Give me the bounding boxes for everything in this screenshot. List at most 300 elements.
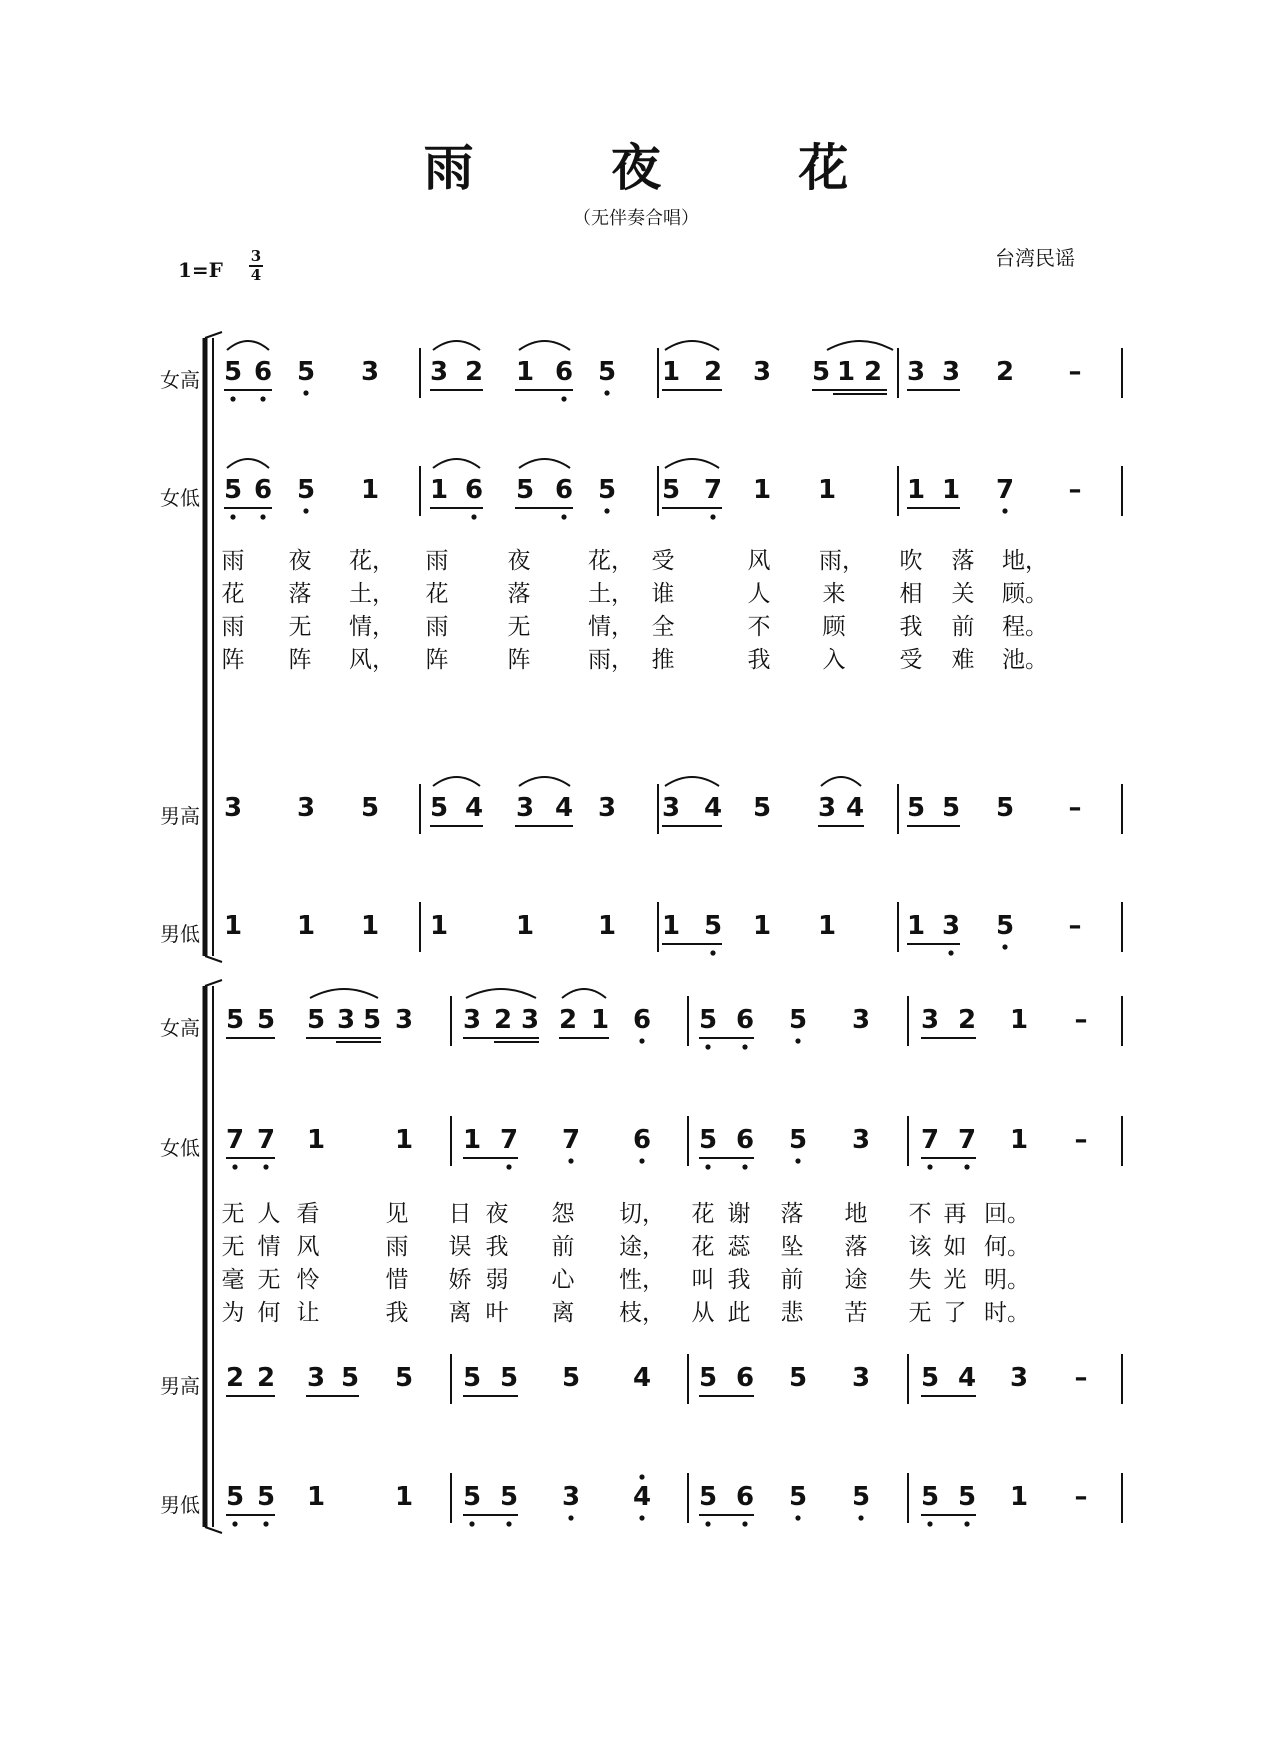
note-tenor: 3: [1009, 1363, 1029, 1393]
lyric-syllable: 顾: [822, 614, 846, 640]
lyric-syllable: 何: [257, 1300, 281, 1326]
note-alto: 5: [698, 1125, 718, 1155]
note-soprano: 1: [836, 357, 856, 387]
lyric-syllable: 日: [448, 1201, 472, 1227]
lyric-syllable: 夜: [288, 548, 312, 574]
note-soprano: 6: [253, 357, 273, 387]
lyric-syllable: 途: [844, 1267, 868, 1293]
note-alto: 1: [752, 475, 772, 505]
lyric-syllable: 我: [899, 614, 923, 640]
octave-dot-low: [742, 1164, 747, 1169]
note-bass: 1: [661, 911, 681, 941]
lyric-syllable: 落: [507, 581, 531, 607]
lyric-syllable: 此: [727, 1300, 751, 1326]
octave-dot-low: [705, 1521, 710, 1526]
note-tenor: 5: [360, 793, 380, 823]
note-alto: 6: [554, 475, 574, 505]
note-soprano: 6: [554, 357, 574, 387]
part-label-tenor: 男高: [160, 1374, 200, 1398]
note-alto: 7: [561, 1125, 581, 1155]
lyric-syllable: 无: [221, 1201, 245, 1227]
note-tenor: 5: [941, 793, 961, 823]
lyric-syllable: 性，: [619, 1267, 665, 1293]
note-soprano: 5: [225, 1005, 245, 1035]
octave-dot-low: [795, 1038, 800, 1043]
note-tenor: 4: [703, 793, 723, 823]
note-bass: 5: [920, 1482, 940, 1512]
note-alto: 5: [223, 475, 243, 505]
slur-soprano: [227, 341, 269, 350]
octave-dot-low: [230, 396, 235, 401]
lyric-syllable: 惜: [385, 1267, 409, 1293]
lyric-syllable: 我: [747, 647, 771, 673]
slur-alto: [227, 459, 269, 468]
note-alto: 1: [394, 1125, 414, 1155]
octave-dot-low: [232, 1164, 237, 1169]
lyric-syllable: 娇: [448, 1267, 472, 1293]
note-alto: 5: [597, 475, 617, 505]
lyric-syllable: 无: [221, 1234, 245, 1260]
bracket-hook-bottom: [205, 1527, 222, 1533]
note-alto: 5: [296, 475, 316, 505]
note-alto: 3: [851, 1125, 871, 1155]
lyric-syllable: 苦: [844, 1300, 868, 1326]
lyric-syllable: 人: [747, 581, 771, 607]
lyric-syllable: 来: [822, 581, 846, 607]
octave-dot-low: [742, 1044, 747, 1049]
note-alto: 7: [703, 475, 723, 505]
octave-dot-low: [1002, 508, 1007, 513]
note-bass: 3: [941, 911, 961, 941]
lyric-syllable: 再: [943, 1201, 967, 1227]
lyric-syllable: 人: [257, 1201, 281, 1227]
note-soprano: 5: [296, 357, 316, 387]
note-alto: 6: [632, 1125, 652, 1155]
note-tenor: 5: [752, 793, 772, 823]
lyric-syllable: 池。: [1002, 647, 1048, 673]
part-label-tenor: 男高: [160, 804, 200, 828]
note-tenor: 5: [394, 1363, 414, 1393]
slur-soprano: [433, 341, 480, 350]
lyric-syllable: 全: [651, 614, 675, 640]
note-alto: 5: [788, 1125, 808, 1155]
note-bass: 5: [225, 1482, 245, 1512]
lyric-syllable: 关: [951, 581, 975, 607]
octave-dot-low: [604, 390, 609, 395]
key-signature: 1=F: [178, 258, 223, 282]
part-label-soprano: 女高: [160, 1016, 200, 1040]
lyric-syllable: 从: [691, 1300, 715, 1326]
lyric-syllable: 阵: [288, 647, 312, 673]
lyric-syllable: 程。: [1002, 614, 1048, 640]
slur-alto: [665, 459, 719, 468]
bracket-hook-bottom: [205, 956, 222, 962]
note-tenor: 4: [845, 793, 865, 823]
octave-dot-low: [710, 514, 715, 519]
lyric-syllable: 受: [651, 548, 675, 574]
note-soprano: 3: [941, 357, 961, 387]
lyric-syllable: 失: [908, 1267, 932, 1293]
lyric-syllable: 光: [943, 1267, 967, 1293]
octave-dot-low: [927, 1521, 932, 1526]
note-bass: 5: [462, 1482, 482, 1512]
lyric-syllable: 见: [385, 1201, 409, 1227]
lyric-syllable: 不: [747, 614, 771, 640]
note-soprano: 3: [429, 357, 449, 387]
lyric-syllable: 让: [296, 1300, 320, 1326]
lyric-syllable: 花: [691, 1234, 715, 1260]
composer: 台湾民谣: [995, 246, 1075, 270]
note-tenor: 5: [340, 1363, 360, 1393]
lyric-syllable: 谢: [727, 1201, 751, 1227]
slur-tenor: [665, 777, 719, 786]
lyric-syllable: 难: [951, 647, 975, 673]
note-alto: 1: [906, 475, 926, 505]
note-soprano: 2: [493, 1005, 513, 1035]
lyric-syllable: 落: [780, 1201, 804, 1227]
note-soprano: 3: [394, 1005, 414, 1035]
note-tenor: 4: [632, 1363, 652, 1393]
note-bass: 5: [256, 1482, 276, 1512]
lyric-syllable: 该: [908, 1234, 932, 1260]
note-soprano: 6: [632, 1005, 652, 1035]
note-alto: 1: [360, 475, 380, 505]
octave-dot-low: [469, 1521, 474, 1526]
note-tenor: 5: [698, 1363, 718, 1393]
octave-dot-low: [705, 1044, 710, 1049]
note-alto: 7: [225, 1125, 245, 1155]
lyric-syllable: 前: [780, 1267, 804, 1293]
lyric-syllable: 相: [899, 581, 923, 607]
lyric-syllable: 前: [951, 614, 975, 640]
octave-dot-low: [303, 390, 308, 395]
lyric-syllable: 为: [221, 1300, 245, 1326]
note-soprano: 5: [306, 1005, 326, 1035]
octave-dot-low: [263, 1164, 268, 1169]
lyric-syllable: 看: [296, 1201, 320, 1227]
sustain-dash: –: [1074, 1005, 1088, 1035]
octave-dot-low: [1002, 944, 1007, 949]
lyric-syllable: 心: [551, 1267, 575, 1293]
lyric-syllable: 花，: [588, 548, 634, 574]
note-bass: 5: [851, 1482, 871, 1512]
lyric-syllable: 怜: [296, 1267, 320, 1293]
slur-tenor: [433, 777, 480, 786]
note-alto: 7: [499, 1125, 519, 1155]
lyric-syllable: 入: [822, 647, 846, 673]
note-tenor: 3: [223, 793, 243, 823]
note-tenor: 5: [995, 793, 1015, 823]
lyric-syllable: 我: [485, 1234, 509, 1260]
octave-dot-low: [561, 514, 566, 519]
note-soprano: 2: [957, 1005, 977, 1035]
lyric-syllable: 受: [899, 647, 923, 673]
slur-alto: [433, 459, 480, 468]
note-alto: 6: [464, 475, 484, 505]
note-tenor: 3: [851, 1363, 871, 1393]
subtitle: （无伴奏合唱）: [573, 208, 699, 229]
lyric-syllable: 叫: [691, 1267, 715, 1293]
lyric-syllable: 情，: [588, 614, 634, 640]
note-alto: 1: [429, 475, 449, 505]
octave-dot-low: [568, 1515, 573, 1520]
note-soprano: 1: [590, 1005, 610, 1035]
octave-dot-high: [639, 1474, 644, 1479]
note-soprano: 3: [520, 1005, 540, 1035]
slur-soprano: [562, 989, 606, 998]
octave-dot-low: [561, 396, 566, 401]
note-soprano: 3: [851, 1005, 871, 1035]
lyric-syllable: 吹: [899, 548, 923, 574]
octave-dot-low: [506, 1164, 511, 1169]
note-tenor: 3: [306, 1363, 326, 1393]
octave-dot-low: [705, 1164, 710, 1169]
octave-dot-low: [568, 1158, 573, 1163]
lyric-syllable: 推: [651, 647, 675, 673]
lyric-syllable: 前: [551, 1234, 575, 1260]
note-soprano: 1: [661, 357, 681, 387]
lyric-syllable: 雨: [425, 548, 449, 574]
part-label-alto: 女低: [160, 1136, 200, 1160]
note-soprano: 2: [995, 357, 1015, 387]
note-alto: 1: [306, 1125, 326, 1155]
lyric-syllable: 时。: [984, 1300, 1030, 1326]
note-bass: 1: [394, 1482, 414, 1512]
note-alto: 7: [256, 1125, 276, 1155]
note-tenor: 4: [464, 793, 484, 823]
sustain-dash: –: [1074, 1363, 1088, 1393]
note-soprano: 3: [462, 1005, 482, 1035]
note-tenor: 5: [429, 793, 449, 823]
note-soprano: 3: [906, 357, 926, 387]
lyric-syllable: 无: [507, 614, 531, 640]
note-tenor: 3: [515, 793, 535, 823]
octave-dot-low: [858, 1515, 863, 1520]
slur-soprano: [827, 341, 893, 350]
note-bass: 1: [515, 911, 535, 941]
note-alto: 7: [957, 1125, 977, 1155]
lyric-syllable: 花: [691, 1201, 715, 1227]
note-bass: 1: [296, 911, 316, 941]
sustain-dash: –: [1068, 357, 1082, 387]
note-soprano: 5: [256, 1005, 276, 1035]
note-bass: 1: [429, 911, 449, 941]
note-soprano: 5: [597, 357, 617, 387]
octave-dot-low: [604, 508, 609, 513]
lyric-syllable: 无: [257, 1267, 281, 1293]
note-soprano: 5: [223, 357, 243, 387]
note-tenor: 5: [462, 1363, 482, 1393]
octave-dot-low: [639, 1038, 644, 1043]
note-alto: 5: [515, 475, 535, 505]
note-bass: 5: [499, 1482, 519, 1512]
note-bass: 1: [597, 911, 617, 941]
lyric-syllable: 弱: [485, 1267, 509, 1293]
note-bass: 4: [632, 1482, 652, 1512]
octave-dot-low: [260, 396, 265, 401]
lyric-syllable: 土，: [349, 581, 395, 607]
note-tenor: 2: [256, 1363, 276, 1393]
sustain-dash: –: [1074, 1125, 1088, 1155]
octave-dot-low: [795, 1158, 800, 1163]
note-bass: 1: [1009, 1482, 1029, 1512]
lyric-syllable: 谁: [651, 581, 675, 607]
octave-dot-low: [232, 1521, 237, 1526]
octave-dot-low: [471, 514, 476, 519]
note-bass: 6: [735, 1482, 755, 1512]
lyric-syllable: 阵: [425, 647, 449, 673]
lyric-syllable: 花，: [349, 548, 395, 574]
note-soprano: 3: [920, 1005, 940, 1035]
lyric-syllable: 风: [747, 548, 771, 574]
note-soprano: 2: [464, 357, 484, 387]
slur-tenor: [519, 777, 570, 786]
note-soprano: 2: [703, 357, 723, 387]
lyric-syllable: 了: [943, 1300, 967, 1326]
lyric-syllable: 切，: [619, 1201, 665, 1227]
octave-dot-low: [639, 1158, 644, 1163]
note-tenor: 5: [499, 1363, 519, 1393]
lyric-syllable: 雨: [425, 614, 449, 640]
note-bass: 1: [360, 911, 380, 941]
lyric-syllable: 顾。: [1002, 581, 1048, 607]
lyric-syllable: 情，: [349, 614, 395, 640]
bracket-hook-top: [205, 980, 222, 986]
lyric-syllable: 悲: [780, 1300, 804, 1326]
octave-dot-low: [948, 950, 953, 955]
slur-tenor: [821, 777, 861, 786]
lyric-syllable: 离: [551, 1300, 575, 1326]
lyric-syllable: 落: [844, 1234, 868, 1260]
lyric-syllable: 花: [425, 581, 449, 607]
octave-dot-low: [927, 1164, 932, 1169]
note-soprano: 5: [362, 1005, 382, 1035]
note-soprano: 1: [1009, 1005, 1029, 1035]
note-soprano: 3: [752, 357, 772, 387]
note-soprano: 5: [698, 1005, 718, 1035]
octave-dot-low: [639, 1515, 644, 1520]
lyric-syllable: 阵: [221, 647, 245, 673]
octave-dot-low: [964, 1521, 969, 1526]
note-bass: 1: [906, 911, 926, 941]
lyric-syllable: 回。: [984, 1201, 1030, 1227]
slur-soprano: [466, 989, 536, 998]
lyric-syllable: 无: [908, 1300, 932, 1326]
lyric-syllable: 枝，: [619, 1300, 665, 1326]
time-signature-bottom: 4: [250, 266, 262, 284]
note-tenor: 4: [554, 793, 574, 823]
octave-dot-low: [710, 950, 715, 955]
note-tenor: 4: [957, 1363, 977, 1393]
sustain-dash: –: [1074, 1482, 1088, 1512]
octave-dot-low: [230, 514, 235, 519]
note-bass: 5: [698, 1482, 718, 1512]
note-alto: 7: [995, 475, 1015, 505]
slur-soprano: [519, 341, 570, 350]
lyric-syllable: 误: [448, 1234, 472, 1260]
octave-dot-low: [964, 1164, 969, 1169]
note-bass: 5: [703, 911, 723, 941]
lyric-syllable: 风，: [349, 647, 395, 673]
lyric-syllable: 夜: [507, 548, 531, 574]
lyric-syllable: 毫: [221, 1267, 245, 1293]
note-tenor: 6: [735, 1363, 755, 1393]
lyric-syllable: 风: [296, 1234, 320, 1260]
note-tenor: 3: [661, 793, 681, 823]
note-tenor: 3: [296, 793, 316, 823]
note-soprano: 3: [360, 357, 380, 387]
note-alto: 7: [920, 1125, 940, 1155]
note-soprano: 6: [735, 1005, 755, 1035]
page-title: 雨 夜 花: [423, 138, 909, 197]
note-alto: 6: [253, 475, 273, 505]
note-bass: 1: [306, 1482, 326, 1512]
lyric-syllable: 我: [727, 1267, 751, 1293]
note-alto: 1: [941, 475, 961, 505]
note-soprano: 2: [863, 357, 883, 387]
lyric-syllable: 如: [943, 1234, 967, 1260]
note-soprano: 5: [811, 357, 831, 387]
note-alto: 1: [817, 475, 837, 505]
lyric-syllable: 离: [448, 1300, 472, 1326]
sustain-dash: –: [1068, 793, 1082, 823]
octave-dot-low: [263, 1521, 268, 1526]
time-signature-top: 3: [250, 247, 262, 265]
note-soprano: 5: [788, 1005, 808, 1035]
lyric-syllable: 叶: [485, 1300, 509, 1326]
part-label-bass: 男低: [160, 922, 200, 946]
lyric-syllable: 地，: [1002, 548, 1048, 574]
note-tenor: 5: [561, 1363, 581, 1393]
note-tenor: 3: [597, 793, 617, 823]
slur-alto: [519, 459, 570, 468]
lyric-syllable: 雨: [385, 1234, 409, 1260]
note-soprano: 2: [558, 1005, 578, 1035]
note-alto: 5: [661, 475, 681, 505]
note-alto: 6: [735, 1125, 755, 1155]
note-tenor: 5: [920, 1363, 940, 1393]
note-tenor: 2: [225, 1363, 245, 1393]
note-bass: 5: [788, 1482, 808, 1512]
lyric-syllable: 雨: [221, 614, 245, 640]
note-bass: 1: [752, 911, 772, 941]
octave-dot-low: [506, 1521, 511, 1526]
note-tenor: 5: [906, 793, 926, 823]
lyric-syllable: 途，: [619, 1234, 665, 1260]
lyric-syllable: 怨: [551, 1201, 575, 1227]
part-label-soprano: 女高: [160, 368, 200, 392]
lyric-syllable: 夜: [485, 1201, 509, 1227]
octave-dot-low: [742, 1521, 747, 1526]
note-tenor: 5: [788, 1363, 808, 1393]
lyric-syllable: 无: [288, 614, 312, 640]
lyric-syllable: 落: [288, 581, 312, 607]
lyric-syllable: 蕊: [727, 1234, 751, 1260]
octave-dot-low: [260, 514, 265, 519]
slur-soprano: [665, 341, 719, 350]
part-label-bass: 男低: [160, 1493, 200, 1517]
note-bass: 1: [223, 911, 243, 941]
note-bass: 5: [995, 911, 1015, 941]
slur-soprano: [310, 989, 378, 998]
lyric-syllable: 土，: [588, 581, 634, 607]
note-soprano: 3: [336, 1005, 356, 1035]
lyric-syllable: 雨: [221, 548, 245, 574]
octave-dot-low: [303, 508, 308, 513]
lyric-syllable: 情: [257, 1234, 281, 1260]
lyric-syllable: 不: [908, 1201, 932, 1227]
octave-dot-low: [795, 1515, 800, 1520]
